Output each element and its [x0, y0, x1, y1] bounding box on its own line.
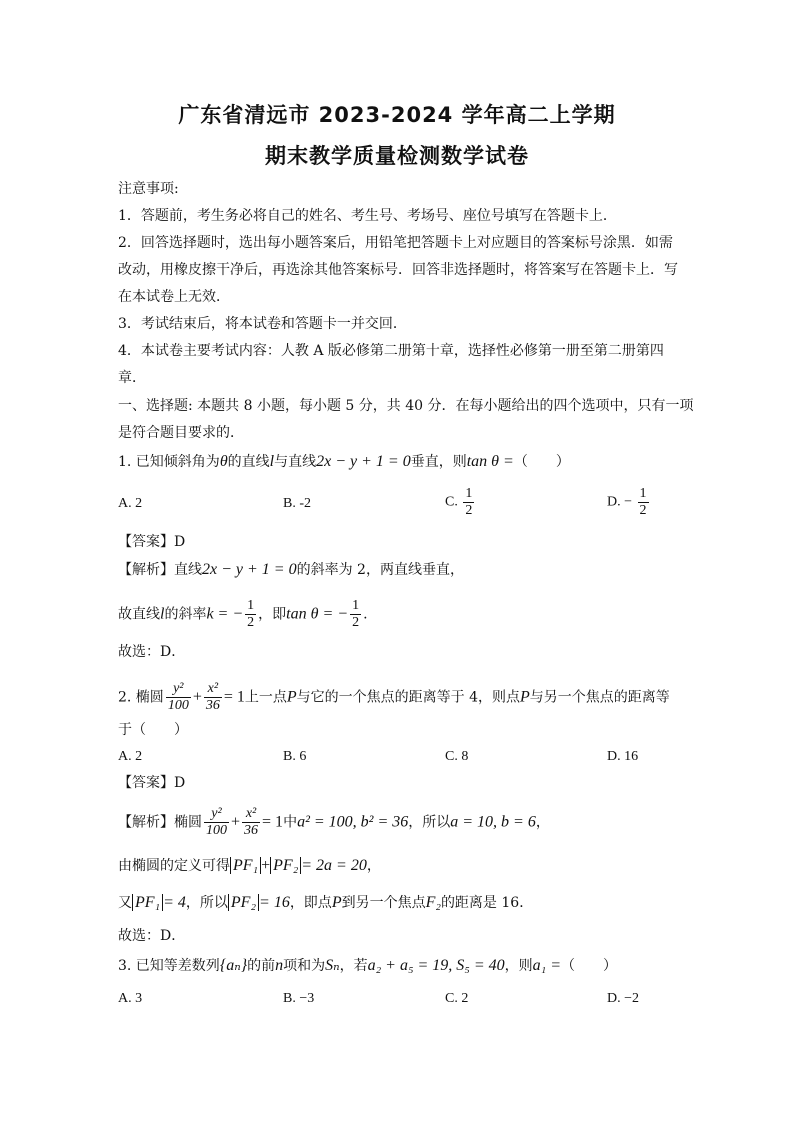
q1-tan-theta: tan θ =	[466, 453, 514, 470]
q1-option-c-fraction	[463, 486, 474, 519]
q1-text: 垂直，则	[410, 454, 467, 470]
q2-text: 与另一个焦点的距离等	[529, 689, 670, 706]
q1-option-a: A. 2	[118, 496, 143, 511]
explanation-abs-pf2: PF₂	[228, 894, 259, 911]
explanation-abs-pf1: PF₁	[230, 857, 261, 874]
notice-item-4b: 章．	[118, 370, 146, 386]
q2-point-p: P	[286, 688, 297, 706]
fraction-numerator: x²	[242, 806, 260, 823]
q1-option-b: B. -2	[283, 496, 311, 511]
q2-explanation-3	[118, 893, 533, 913]
notice-item-2b: 改动，用橡皮擦干净后，再选涂其他答案标号．回答非选择题时，将答案写在答题卡上．写	[118, 262, 678, 278]
explanation-equals: = 1	[262, 813, 284, 831]
fraction-numerator: 1	[352, 598, 360, 613]
explanation-text: 的距离是 16．	[440, 895, 534, 911]
q1-theta: θ	[219, 453, 228, 470]
q1-line-equation: 2x − y + 1 = 0	[316, 453, 411, 470]
q1-answer: 【答案】D	[118, 534, 186, 550]
explanation-text: ，即点	[289, 895, 332, 911]
exam-title-line-2: 期末教学质量检测数学试卷	[265, 144, 529, 168]
explanation-equation: 2x − y + 1 = 0	[202, 561, 297, 578]
q2-option-c: C. 8	[445, 749, 469, 764]
q3-text: 3. 已知等差数列	[118, 958, 220, 974]
q3-option-c: C. 2	[445, 991, 469, 1006]
q2-text: 上一点	[244, 689, 287, 706]
explanation-text: 中	[283, 814, 298, 831]
q1-option-d	[607, 486, 651, 519]
explanation-symbol: P	[331, 894, 342, 911]
exam-title-line-1: 广东省清远市 2023-2024 学年高二上学期	[178, 103, 616, 127]
explanation-text: 故直线	[118, 606, 160, 623]
question-3-stem	[118, 956, 617, 976]
fraction-numerator: y²	[166, 681, 191, 698]
q1-text: 1. 已知倾斜角为	[118, 454, 220, 470]
fraction-denominator: 2	[352, 615, 360, 630]
explanation-text: ，所以	[408, 814, 451, 831]
fraction-denominator: 2	[639, 503, 647, 518]
q3-text: ，若	[339, 958, 368, 974]
fraction-denominator: 36	[244, 823, 259, 838]
question-1-stem	[118, 452, 570, 472]
q1-option-c	[445, 486, 476, 519]
fraction-denominator: 36	[205, 698, 220, 713]
q2-fraction-x	[204, 681, 222, 714]
explanation-equation: = 16	[259, 894, 290, 911]
notice-item-2a: 2．回答选择题时，选出每小题答案后，用铅笔把答题卡上对应题目的答案标号涂黑．如需	[118, 235, 673, 251]
explanation-equation: tan θ = −	[286, 605, 349, 623]
q3-condition: a₂ + a₅ = 19, S₅ = 40	[367, 957, 505, 974]
q3-sequence: {aₙ}	[219, 957, 248, 974]
fraction-denominator: 100	[206, 823, 227, 838]
q2-text: 与它的一个焦点的距离等于 4，则点	[296, 689, 521, 706]
notice-item-3: 3．考试结束后，将本试卷和答题卡一并交回．	[118, 316, 407, 332]
q2-explanation-2	[118, 856, 381, 876]
fraction-numerator: 1	[247, 598, 255, 613]
q1-blank: （ ）	[513, 454, 570, 470]
explanation-text: 椭圆	[174, 814, 202, 831]
fraction-denominator: 100	[167, 698, 189, 713]
q3-option-d: D. −2	[607, 991, 640, 1006]
explanation-text: 直线	[174, 562, 202, 578]
notice-item-4a: 4．本试卷主要考试内容：人教 A 版必修第二册第十章，选择性必修第一册至第二册第四	[118, 343, 664, 359]
explanation-plus: +	[261, 857, 271, 874]
fraction-denominator: 2	[247, 615, 255, 630]
q1-explanation-2	[118, 598, 368, 631]
explanation-symbol: F₂	[425, 894, 441, 911]
explanation-text: 到另一个焦点	[341, 895, 426, 911]
explanation-label: 【解析】	[118, 562, 174, 578]
explanation-equation: a = 10, b = 6	[450, 813, 536, 831]
q2-explanation-1	[118, 806, 550, 839]
q2-answer: 【答案】D	[118, 775, 186, 791]
section-1-intro-a: 一、选择题: 本题共 8 小题，每小题 5 分，共 40 分．在每小题给出的四个选项中，只有一项	[118, 398, 694, 414]
q3-option-b: B. −3	[283, 991, 315, 1006]
explanation-text: 又	[118, 895, 132, 911]
notice-item-1: 1．答题前，考生务必将自己的姓名、考生号、考场号、座位号填写在答题卡上．	[118, 208, 617, 224]
notice-heading: 注意事项:	[118, 181, 179, 197]
q3-symbol-a1: a₁ =	[532, 957, 562, 974]
explanation-fraction	[204, 806, 229, 839]
fraction-numerator: y²	[204, 806, 229, 823]
q3-blank: （ ）	[561, 958, 618, 974]
explanation-abs-pf1: PF₁	[132, 894, 163, 911]
explanation-text: ，	[535, 814, 550, 831]
q2-fraction-y	[166, 681, 191, 714]
explanation-plus: +	[231, 813, 241, 831]
fraction-numerator: 1	[465, 486, 473, 501]
q1-option-c-label: C.	[445, 494, 458, 510]
explanation-abs-pf2: PF₂	[270, 857, 301, 874]
explanation-equation: a² = 100, b² = 36	[297, 813, 409, 831]
explanation-text: ，即	[258, 606, 287, 623]
q3-symbol-n: n	[275, 957, 284, 974]
q1-option-d-fraction	[638, 486, 649, 519]
fraction-numerator: 1	[639, 486, 647, 501]
explanation-text: ，所以	[185, 895, 228, 911]
question-2-stem-line-2: 于（ ）	[118, 722, 188, 738]
explanation-text: 由椭圆的定义可得	[118, 858, 230, 874]
explanation-equation: k = −	[206, 605, 244, 623]
explanation-label: 【解析】	[118, 814, 174, 831]
q3-text: ，则	[504, 958, 533, 974]
q2-option-d: D. 16	[607, 749, 639, 764]
q2-text: 2. 椭圆	[118, 689, 164, 706]
q1-text: 的直线	[227, 454, 270, 470]
explanation-text: ，	[366, 858, 381, 874]
question-2-stem	[118, 681, 670, 714]
q1-option-d-label: D. −	[607, 494, 633, 510]
q1-text: 与直线	[274, 454, 317, 470]
explanation-text: .	[363, 606, 368, 623]
fraction-denominator: 2	[465, 503, 473, 518]
fraction-numerator: x²	[204, 681, 222, 698]
explanation-fraction	[242, 806, 260, 839]
q3-option-a: A. 3	[118, 991, 143, 1006]
q2-option-a: A. 2	[118, 749, 143, 764]
explanation-fraction	[350, 598, 361, 631]
q2-conclusion: 故选：D．	[118, 928, 186, 944]
explanation-equation: = 4	[163, 894, 186, 911]
q1-conclusion: 故选：D．	[118, 644, 186, 660]
explanation-equation: = 2a = 20	[301, 857, 367, 874]
section-1-intro-b: 是符合题目要求的．	[118, 425, 244, 441]
explanation-text: 的斜率	[164, 606, 207, 623]
q3-text: 的前	[247, 958, 276, 974]
notice-item-2c: 在本试卷上无效．	[118, 289, 230, 305]
explanation-text: 的斜率为 2，两直线垂直，	[296, 562, 464, 578]
q2-option-b: B. 6	[283, 749, 307, 764]
q3-symbol-sn: Sₙ	[325, 957, 340, 974]
q2-equals: = 1	[223, 688, 245, 706]
explanation-fraction	[245, 598, 256, 631]
q2-point-p: P	[520, 688, 530, 706]
q1-explanation-1	[118, 560, 464, 580]
explanation-symbol: l	[160, 605, 165, 623]
q1-line-l: l	[269, 453, 275, 470]
q3-text: 项和为	[283, 958, 326, 974]
q2-plus: +	[192, 688, 202, 706]
